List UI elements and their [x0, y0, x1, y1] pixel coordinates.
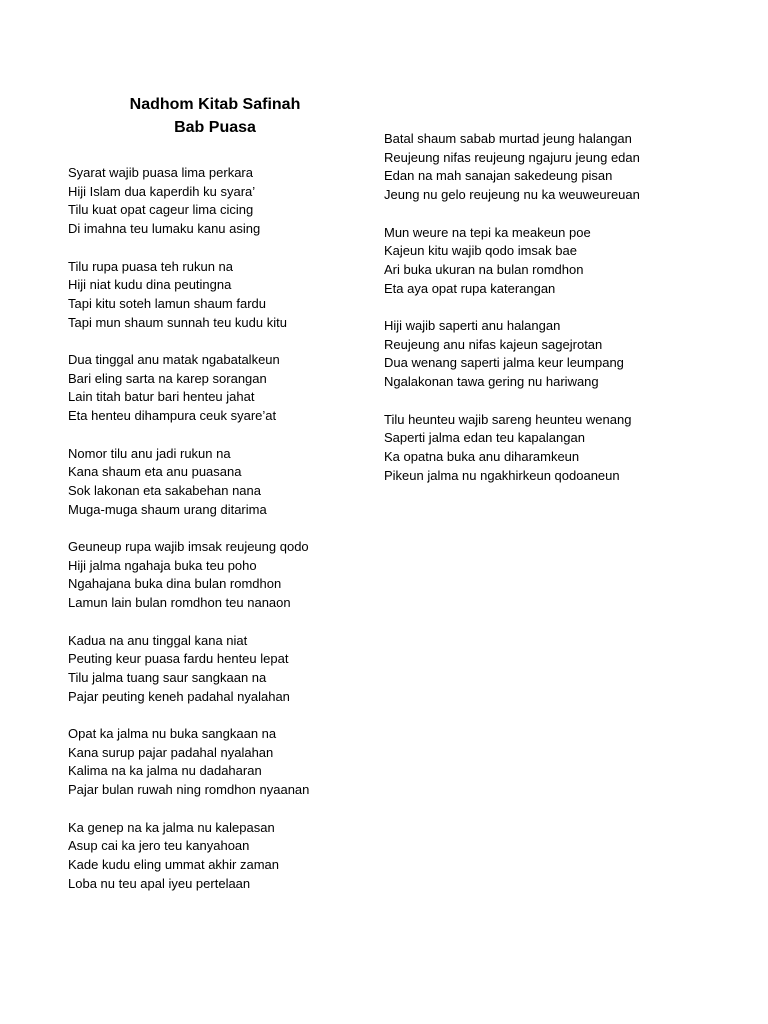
right-column: [384, 130, 684, 485]
verse-line: Ngalakonan tawa gering nu hariwang: [384, 374, 599, 390]
verse-line: Tilu jalma tuang saur sangkaan na: [68, 669, 267, 685]
verse-line: Mun weure na tepi ka meakeun poe: [384, 224, 591, 240]
verse-line: Ngahajana buka dina bulan romdhon: [68, 576, 282, 592]
verse-line: Bari eling sarta na karep sorangan: [68, 370, 267, 386]
verse-line: Peuting keur puasa fardu henteu lepat: [68, 651, 289, 667]
stanza: [384, 130, 684, 205]
title-block: [100, 93, 330, 139]
verse-line: Hiji Islam dua kaperdih ku syara’: [68, 183, 256, 199]
verse-line: Dua wenang saperti jalma keur leumpang: [384, 355, 624, 371]
verse-line: Tilu kuat opat cageur lima cicing: [68, 202, 254, 218]
verse-line: Ari buka ukuran na bulan romdhon: [384, 261, 584, 277]
verse-line: Eta henteu dihampura ceuk syare’at: [68, 408, 277, 424]
stanza: [68, 632, 368, 707]
verse-line: Saperti jalma edan teu kapalangan: [384, 430, 585, 446]
stanza: [68, 538, 368, 613]
verse-line: Edan na mah sanajan sakedeung pisan: [384, 168, 613, 184]
left-column: [68, 164, 368, 893]
stanza: [68, 445, 368, 520]
verse-line: Batal shaum sabab murtad jeung halangan: [384, 131, 632, 146]
verse-line: Hiji wajib saperti anu halangan: [384, 318, 561, 333]
stanza: [68, 258, 368, 333]
verse-line: Kalima na ka jalma nu dadaharan: [68, 763, 262, 779]
verse-line: Jeung nu gelo reujeung nu ka weuweureuan: [384, 187, 640, 203]
verse-line: Sok lakonan eta sakabehan nana: [68, 482, 261, 498]
verse-line: Opat ka jalma nu buka sangkaan na: [68, 726, 277, 741]
stanza: [68, 164, 368, 239]
stanza: [68, 725, 368, 800]
verse-line: Lain titah batur bari henteu jahat: [68, 389, 255, 405]
verse-line: Kade kudu eling ummat akhir zaman: [68, 856, 280, 872]
stanza: [68, 819, 368, 894]
stanza: [384, 224, 684, 299]
verse-line: Kajeun kitu wajib qodo imsak bae: [384, 243, 577, 259]
verse-line: Ka opatna buka anu diharamkeun: [384, 448, 580, 464]
verse-line: Dua tinggal anu matak ngabatalkeun: [68, 352, 280, 367]
stanza: [384, 411, 684, 486]
page-subtitle: Bab Puasa: [174, 119, 256, 136]
verse-line: Reujeung nifas reujeung ngajuru jeung edan: [384, 149, 640, 165]
verse-line: Pajar peuting keneh padahal nyalahan: [68, 688, 290, 704]
verse-line: Di imahna teu lumaku kanu asing: [68, 221, 261, 237]
verse-line: Eta aya opat rupa katerangan: [384, 280, 556, 296]
stanza: [384, 317, 684, 392]
verse-line: Pikeun jalma nu ngakhirkeun qodoaneun: [384, 467, 620, 483]
verse-line: Tilu rupa puasa teh rukun na: [68, 258, 234, 274]
verse-line: Tilu heunteu wajib sareng heunteu wenang: [384, 411, 632, 427]
verse-line: Syarat wajib puasa lima perkara: [68, 165, 253, 180]
verse-line: Nomor tilu anu jadi rukun na: [68, 445, 231, 461]
verse-line: Kadua na anu tinggal kana niat: [68, 632, 248, 648]
verse-line: Tapi mun shaum sunnah teu kudu kitu: [68, 314, 287, 330]
stanza: [68, 351, 368, 426]
verse-line: Hiji jalma ngahaja buka teu poho: [68, 557, 257, 573]
verse-line: Asup cai ka jero teu kanyahoan: [68, 838, 250, 854]
page-title: Nadhom Kitab Safinah: [129, 96, 301, 113]
verse-line: Pajar bulan ruwah ning romdhon nyaanan: [68, 782, 310, 798]
verse-line: Lamun lain bulan romdhon teu nanaon: [68, 595, 291, 611]
verse-line: Reujeung anu nifas kajeun sagejrotan: [384, 336, 603, 352]
verse-line: Geuneup rupa wajib imsak reujeung qodo: [68, 539, 309, 554]
verse-line: Kana shaum eta anu puasana: [68, 464, 242, 480]
verse-line: Hiji niat kudu dina peutingna: [68, 277, 232, 293]
verse-line: Loba nu teu apal iyeu pertelaan: [68, 875, 251, 891]
verse-line: Ka genep na ka jalma nu kalepasan: [68, 819, 275, 835]
verse-line: Tapi kitu soteh lamun shaum fardu: [68, 295, 266, 311]
verse-line: Muga-muga shaum urang ditarima: [68, 501, 267, 517]
verse-line: Kana surup pajar padahal nyalahan: [68, 744, 274, 760]
